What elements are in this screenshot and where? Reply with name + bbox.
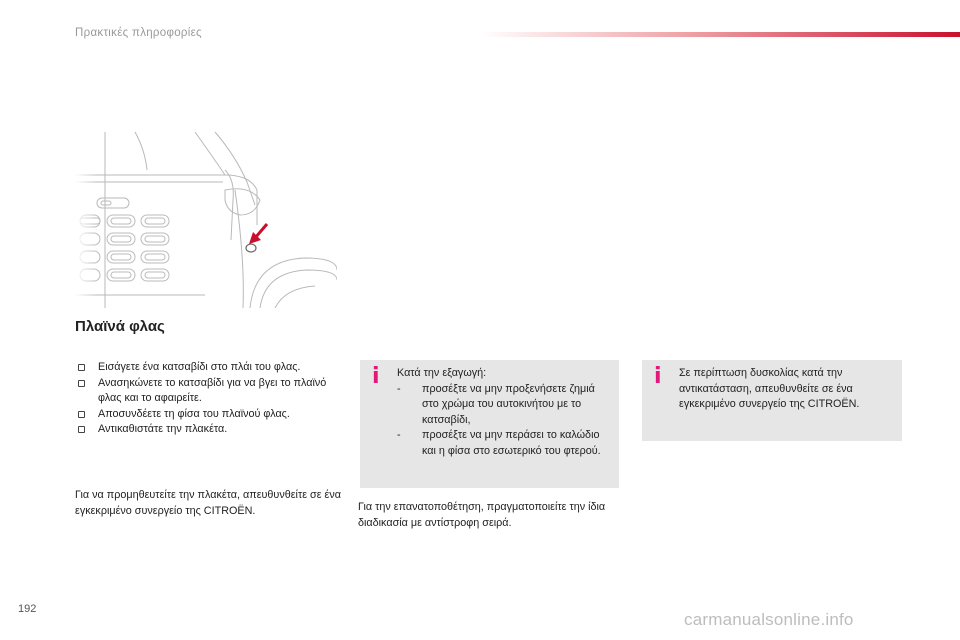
- list-item: [78, 422, 348, 438]
- checkbox-bullet-icon: [78, 380, 85, 387]
- list-item: [78, 376, 348, 407]
- info-icon: i: [654, 364, 662, 389]
- note-left: Για να προμηθευτείτε την πλακέτα, απευθυνθείτε σε ένα εγκεκριμένο συνεργείο της CITROËN.: [75, 489, 341, 517]
- side-indicator-illustration: [75, 130, 337, 308]
- list-item: [78, 407, 348, 423]
- step-text: Ανασηκώνετε το κατσαβίδι για να βγει το πλαϊνό φλας και το αφαιρείτε.: [98, 376, 327, 404]
- info-box-difficulty: [642, 360, 902, 441]
- info-item-text: προσέξτε να μην προξενήσετε ζημιά στο χρώμα του αυτοκινήτου με το κατσαβίδι,: [422, 382, 595, 426]
- section-title: Πλαϊνά φλας: [75, 318, 165, 335]
- dash-marker: -: [397, 382, 401, 395]
- info-box-list: [397, 382, 611, 460]
- car-side-illustration: [75, 130, 337, 308]
- info-box-intro: Κατά την εξαγωγή:: [397, 367, 487, 379]
- watermark: carmanualsonline.info: [684, 610, 854, 629]
- step-text: Εισάγετε ένα κατσαβίδι στο πλάι του φλας.: [98, 361, 301, 373]
- note-mid: Για την επανατοποθέτηση, πραγματοποιείτε την ίδια διαδικασία με αντίστροφη σειρά.: [358, 501, 606, 529]
- list-item: [78, 360, 348, 376]
- checkbox-bullet-icon: [78, 426, 85, 433]
- info-box-extraction: [360, 360, 619, 488]
- dash-marker: -: [397, 429, 401, 441]
- checkbox-bullet-icon: [78, 411, 85, 418]
- page-header-title: Πρακτικές πληροφορίες: [75, 27, 202, 39]
- steps-list: [78, 360, 348, 438]
- info-item-text: προσέξτε να μην περάσει το καλώδιο και η φίσα στο εσωτερικό του φτερού.: [422, 429, 601, 457]
- list-item: [397, 382, 611, 429]
- info-icon: i: [372, 364, 380, 389]
- page-number: 192: [18, 603, 37, 615]
- checkbox-bullet-icon: [78, 364, 85, 371]
- header-accent-bar: [480, 32, 960, 37]
- step-text: Αποσυνδέετε τη φίσα του πλαϊνού φλας.: [98, 407, 290, 420]
- step-text: Αντικαθιστάτε την πλακέτα.: [98, 423, 228, 435]
- info-box-text: Σε περίπτωση δυσκολίας κατά την αντικατάσταση, απευθυνθείτε σε ένα εγκεκριμένο συνεργείο της CITROËN.: [679, 367, 860, 410]
- info-box-text: [397, 366, 611, 459]
- list-item: [397, 428, 611, 459]
